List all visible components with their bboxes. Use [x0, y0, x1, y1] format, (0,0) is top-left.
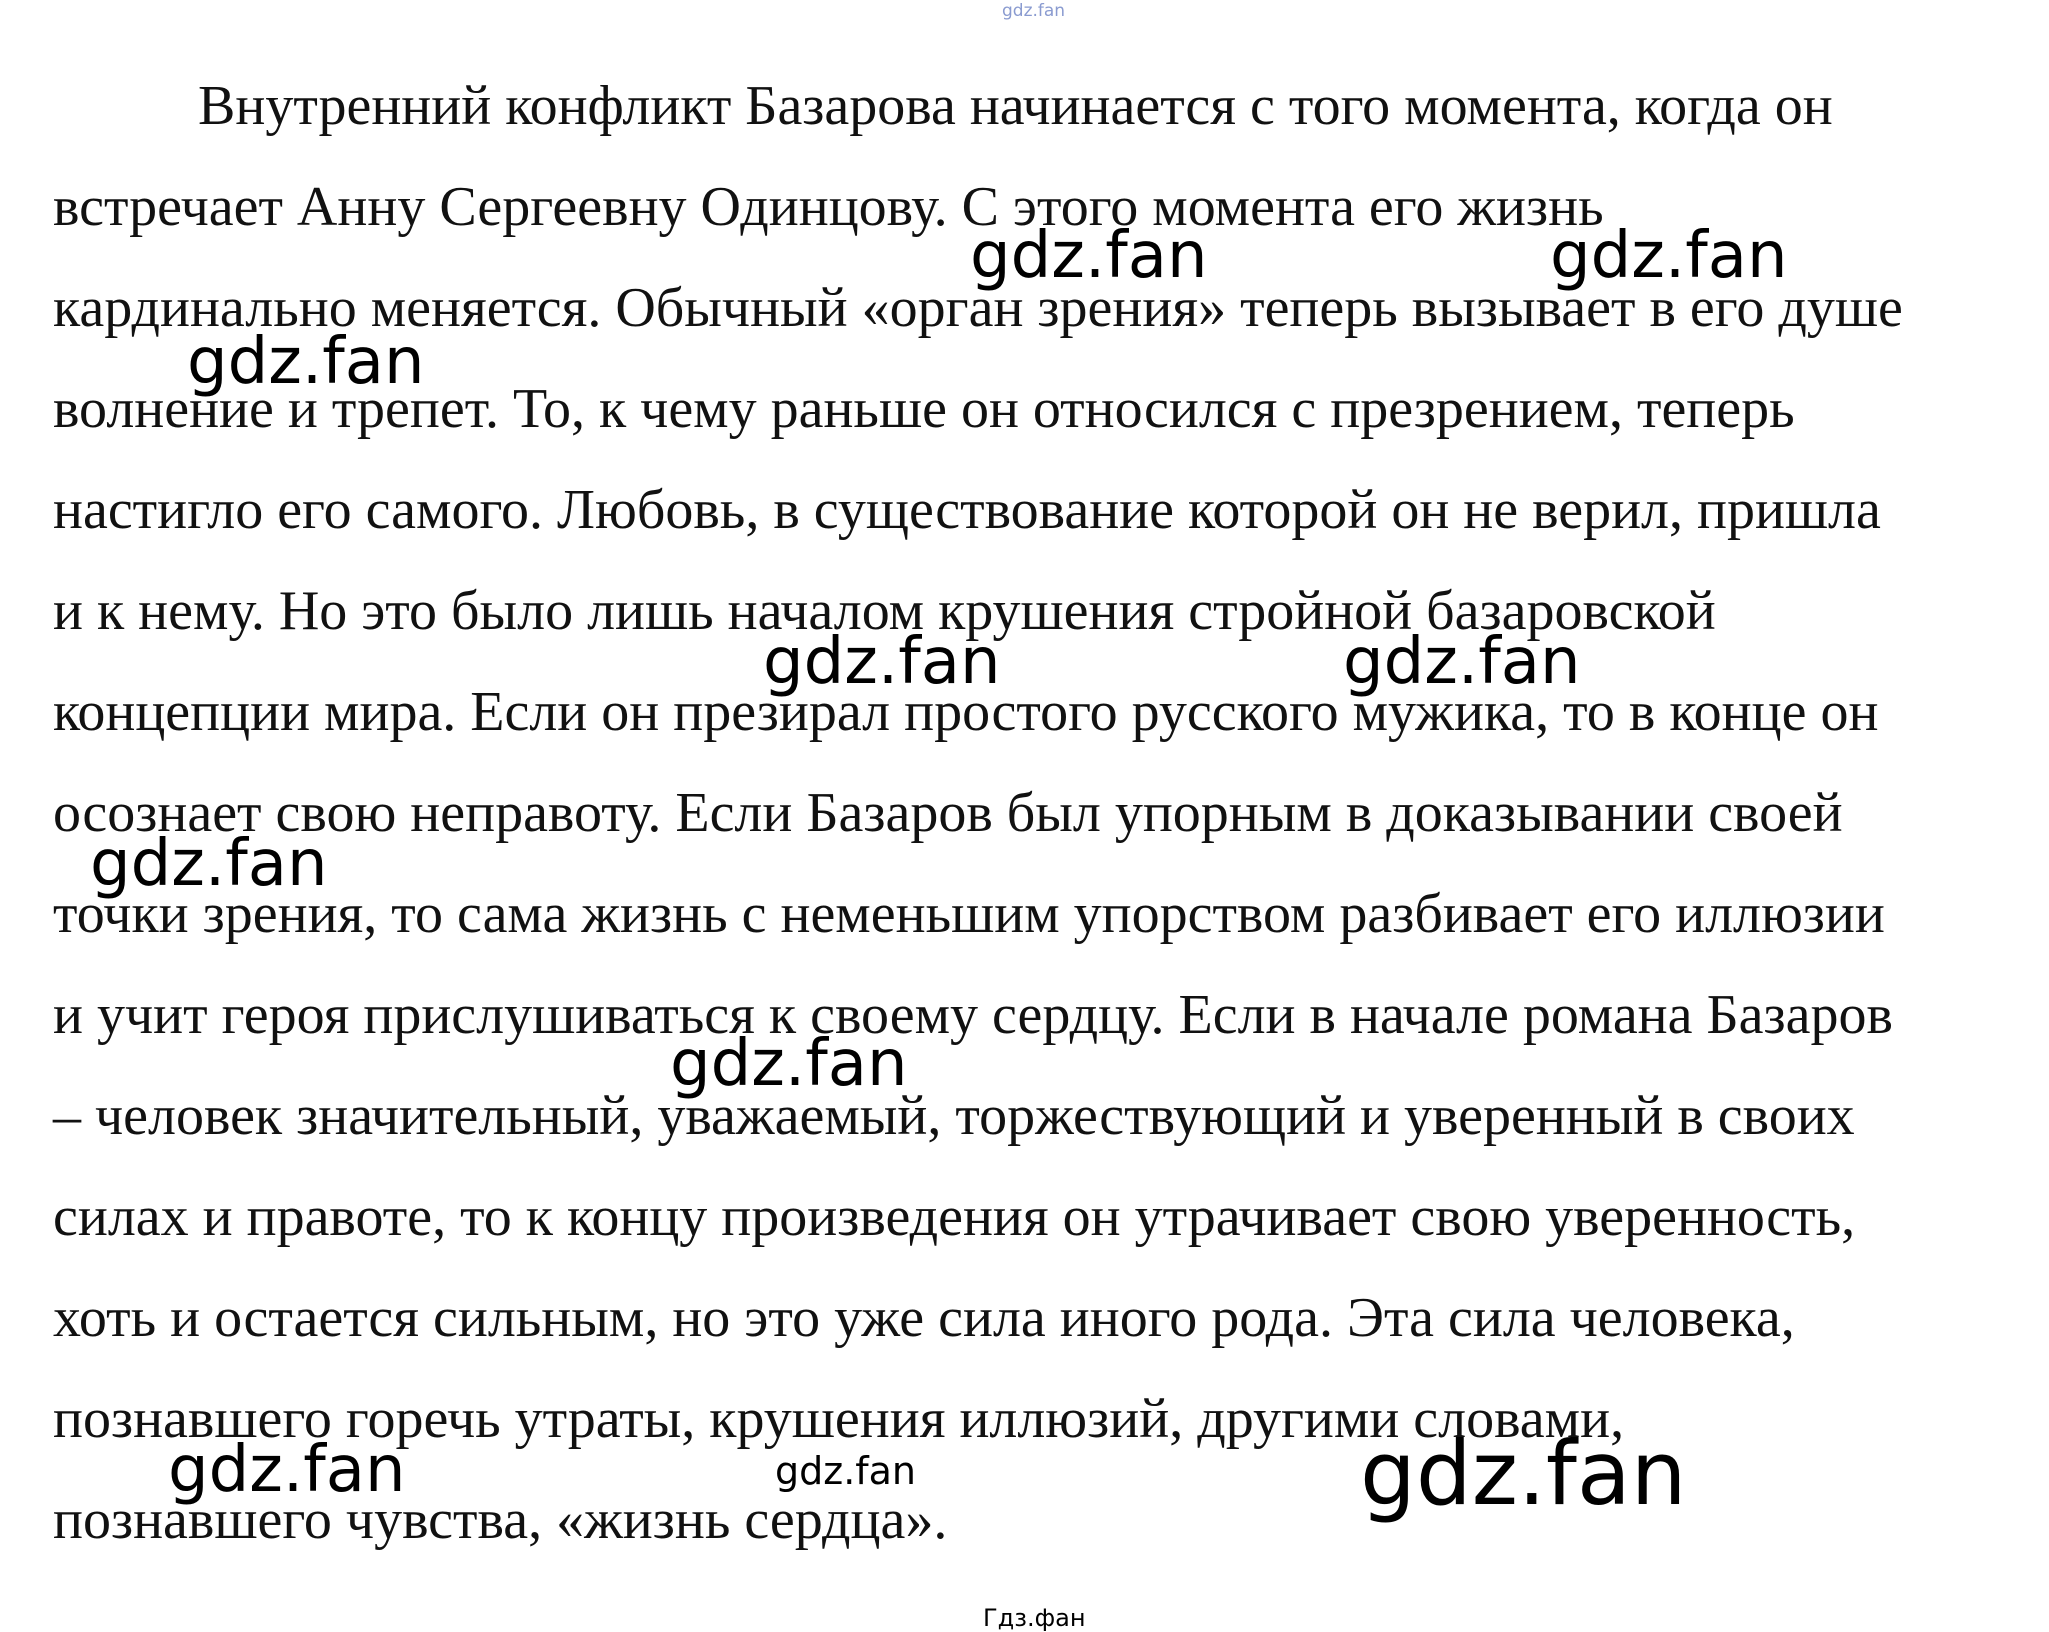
paragraph-line-2: встречает Анну Сергеевну Одинцову. С этого момента его жизнь — [53, 176, 1604, 238]
watermark: gdz.fan — [763, 625, 1001, 699]
paragraph-line-5: настигло его самого. Любовь, в существование которой он не верил, пришла — [53, 479, 1881, 541]
paragraph-line-15: познавшего чувства, «жизнь сердца». — [53, 1489, 948, 1551]
watermark: gdz.fan — [775, 1449, 917, 1493]
footer-watermark: Гдз.фан — [983, 1604, 1086, 1632]
paragraph-line-10: и учит героя прислушиваться к своему сердцу. Если в начале романа Базаров — [53, 984, 1893, 1046]
watermark: gdz.fan — [187, 325, 425, 399]
watermark: gdz.fan — [1360, 1422, 1687, 1525]
paragraph-line-9: точки зрения, то сама жизнь с неменьшим упорством разбивает его иллюзии — [53, 883, 1885, 945]
watermark: gdz.fan — [970, 219, 1208, 293]
paragraph-line-12: силах и правоте, то к концу произведения он утрачивает свою уверенность, — [53, 1186, 1856, 1248]
paragraph-line-6: и к нему. Но это было лишь началом крушения стройной базаровской — [53, 580, 1716, 642]
header-watermark: gdz.fan — [1002, 1, 1066, 21]
paragraph-line-14: познавшего горечь утраты, крушения иллюзий, другими словами, — [53, 1388, 1625, 1450]
paragraph-line-13: хоть и остается сильным, но это уже сила иного рода. Эта сила человека, — [53, 1287, 1795, 1349]
paragraph-line-11: – человек значительный, уважаемый, торжествующий и уверенный в своих — [53, 1085, 1855, 1147]
paragraph-line-7: концепции мира. Если он презирал простого русского мужика, то в конце он — [53, 681, 1879, 743]
watermark: gdz.fan — [168, 1433, 406, 1507]
watermark: gdz.fan — [670, 1027, 908, 1101]
watermark: gdz.fan — [1550, 219, 1788, 293]
paragraph-line-3: кардинально меняется. Обычный «орган зрения» теперь вызывает в его душе — [53, 277, 1903, 339]
watermark: gdz.fan — [90, 827, 328, 901]
paragraph-line-4: волнение и трепет. То, к чему раньше он относился с презрением, теперь — [53, 378, 1795, 440]
watermark: gdz.fan — [1343, 625, 1581, 699]
paragraph-line-8: осознает свою неправоту. Если Базаров был упорным в доказывании своей — [53, 782, 1843, 844]
paragraph-line-1: Внутренний конфликт Базарова начинается с того момента, когда он — [198, 75, 1833, 137]
